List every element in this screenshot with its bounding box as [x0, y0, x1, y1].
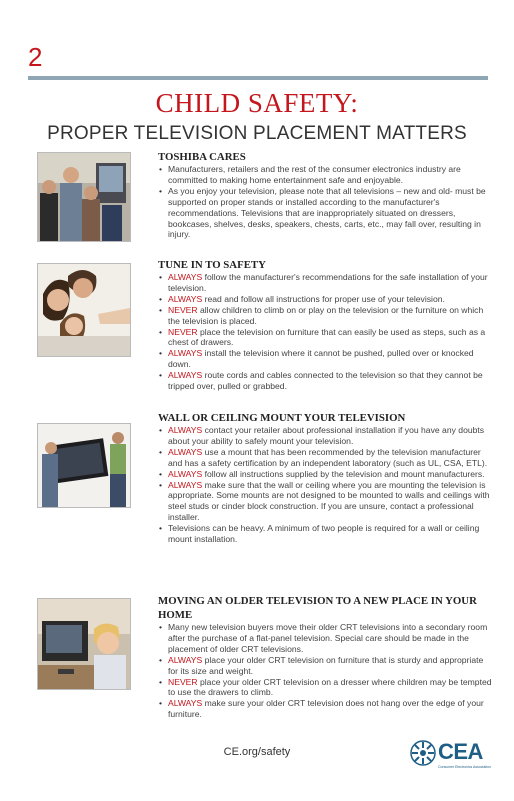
photo-boy-crt-tv	[37, 598, 131, 690]
page-subtitle: PROPER TELEVISION PLACEMENT MATTERS	[47, 123, 467, 144]
page-title: CHILD SAFETY:	[155, 88, 359, 118]
section-toshiba-cares	[158, 151, 492, 240]
list-item: • Manufacturers, retailers and the rest of the consumer electronics industry are committed to making home entertainment safe and enjoyable.	[158, 164, 492, 186]
section-wall-mount	[158, 412, 492, 545]
list-item: • Televisions can be heavy. A minimum of two people is required for a wall or ceiling mount installation.	[158, 523, 492, 545]
section-heading: MOVING AN OLDER TELEVISION TO A NEW PLACE IN YOUR HOME	[158, 595, 477, 621]
list-item: • ALWAYS follow the manufacturer's recommendations for the safe installation of your television.	[158, 272, 492, 294]
list-item: • NEVER allow children to climb on or play on the television or the furniture on which the television is placed.	[158, 305, 492, 327]
bullet-list	[158, 425, 492, 545]
section-heading: WALL OR CEILING MOUNT YOUR TELEVISION	[158, 412, 406, 424]
bullet-list	[158, 622, 492, 720]
list-item: • NEVER place the television on furniture that can easily be used as steps, such as a chest of drawers.	[158, 327, 492, 349]
list-item: • ALWAYS install the television where it cannot be pushed, pulled over or knocked down.	[158, 348, 492, 370]
list-item: • NEVER place your older CRT television on a dresser where children may be tempted to use the drawers to climb.	[158, 677, 492, 699]
section-heading: TOSHIBA CARES	[158, 151, 246, 163]
header-rule	[28, 76, 488, 80]
photo-family-watching	[37, 263, 131, 357]
section-moving-older-tv	[158, 594, 492, 720]
list-item: • ALWAYS use a mount that has been recommended by the television manufacturer and has a safety certification by an independent laboratory (such as UL, CSA, ETL).	[158, 447, 492, 469]
list-item: • ALWAYS route cords and cables connected to the television so that they cannot be tripped over, pulled or grabbed.	[158, 370, 492, 392]
cea-logo	[410, 738, 490, 772]
logo-subtext: Consumer Electronics Association	[438, 765, 491, 769]
page-number: 2	[28, 42, 43, 72]
list-item: • ALWAYS make sure that the wall or ceiling where you are mounting the television is appropriate. Some mounts are not designed to be mounted to walls and ceilings with steel studs or cinder block construction. If you are unsure, contact a professional installer.	[158, 480, 492, 524]
list-item: • ALWAYS read and follow all instructions for proper use of your television.	[158, 294, 492, 305]
footer-url[interactable]: CE.org/safety	[223, 746, 291, 758]
list-item: • ALWAYS place your older CRT television on furniture that is sturdy and appropriate for its size and weight.	[158, 655, 492, 677]
section-heading: TUNE IN TO SAFETY	[158, 259, 266, 271]
photo-store-shoppers	[37, 152, 131, 242]
cea-globe-icon	[410, 740, 436, 766]
list-item: • As you enjoy your television, please note that all televisions – new and old- must be supported on proper stands or installed according to the manufacturer's recommendations. Televisions that are inappropriately situated on dressers, bookcases, shelves, desks, speakers, chests, carts, etc., may fall over, resulting in injury.	[158, 186, 492, 241]
bullet-list	[158, 164, 492, 240]
list-item: • Many new television buyers move their older CRT televisions into a secondary room after the purchase of a flat-panel television. Special care should be made in the placement of older CRT televisions.	[158, 622, 492, 655]
list-item: • ALWAYS make sure your older CRT television does not hang over the edge of your furniture.	[158, 698, 492, 720]
section-tune-in-to-safety	[158, 259, 492, 392]
photo-mounting-tv	[37, 423, 131, 508]
list-item: • ALWAYS follow all instructions supplied by the television and mount manufacturers.	[158, 469, 492, 480]
logo-text: CEA	[438, 739, 483, 764]
list-item: • ALWAYS contact your retailer about professional installation if you have any doubts about your ability to safely mount your television.	[158, 425, 492, 447]
bullet-list	[158, 272, 492, 392]
